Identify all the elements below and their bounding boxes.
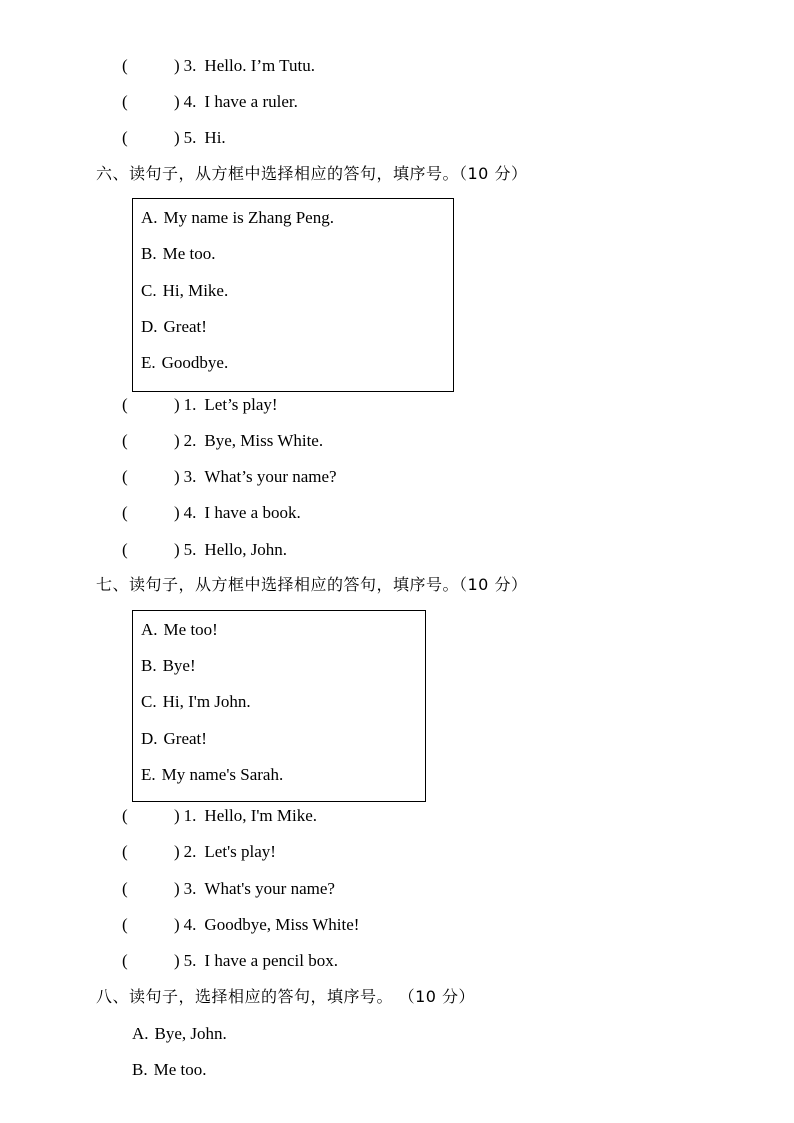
option-text: My name is Zhang Peng. [163,208,334,227]
answer-paren-open[interactable]: ( [122,951,128,970]
answer-paren-open[interactable]: ( [122,842,128,861]
question-text: Let's play! [204,842,276,861]
question-text: What's your name? [204,879,335,898]
option-item [141,281,228,301]
answer-paren-open[interactable]: ( [122,128,128,147]
answer-paren-close: ) [174,842,180,861]
option-label: C. [141,281,157,300]
question-row [122,503,301,523]
option-label: A. [141,208,158,227]
section-8-heading: 八、读句子，选择相应的答句，填序号。 （10 分） [96,987,476,1006]
question-number: 5. [183,540,197,559]
answer-paren-close: ) [174,879,180,898]
question-text: I have a ruler. [204,92,298,111]
option-text: Bye! [162,656,196,675]
answer-paren-open[interactable]: ( [122,503,128,522]
answer-paren-open[interactable]: ( [122,915,128,934]
question-row [122,431,323,451]
question-text: I have a book. [204,503,301,522]
option-item [132,1024,227,1044]
option-label: D. [141,317,158,336]
question-number: 3. [183,879,197,898]
question-row [122,806,317,826]
option-text: Me too! [163,620,218,639]
option-label: E. [141,353,156,372]
option-text: Goodbye. [161,353,229,372]
question-row [122,842,276,862]
option-label: C. [141,692,157,711]
option-item [141,244,215,264]
answer-paren-close: ) [174,395,180,414]
section-6-options-box [132,198,454,392]
question-text: Goodbye, Miss White! [204,915,360,934]
question-number: 3. [183,467,197,486]
answer-paren-open[interactable]: ( [122,540,128,559]
question-number: 3. [183,56,197,75]
question-row [122,879,335,899]
answer-paren-open[interactable]: ( [122,806,128,825]
question-number: 4. [183,915,197,934]
answer-paren-close: ) [174,951,180,970]
section-6-heading: 六、读句子，从方框中选择相应的答句，填序号。（10 分） [96,164,528,183]
question-row [122,56,315,76]
option-text: Me too. [162,244,216,263]
answer-paren-close: ) [174,128,180,147]
question-row [122,467,337,487]
answer-paren-close: ) [174,56,180,75]
section-7-options-box [132,610,426,802]
answer-paren-open[interactable]: ( [122,431,128,450]
question-text: What’s your name? [204,467,337,486]
answer-paren-open[interactable]: ( [122,395,128,414]
option-item [141,208,334,228]
option-label: A. [132,1024,149,1043]
option-item [141,765,283,785]
answer-paren-close: ) [174,467,180,486]
answer-paren-open[interactable]: ( [122,879,128,898]
question-text: Bye, Miss White. [204,431,324,450]
option-item [141,692,251,712]
question-row [122,915,359,935]
option-item [141,353,228,373]
option-item [141,620,218,640]
answer-paren-open[interactable]: ( [122,56,128,75]
question-row [122,395,278,415]
section-7-heading: 七、读句子，从方框中选择相应的答句，填序号。（10 分） [96,575,528,594]
question-row [122,92,298,112]
option-item [141,317,207,337]
option-label: D. [141,729,158,748]
option-text: Great! [163,729,207,748]
question-text: Hello, John. [204,540,288,559]
question-number: 1. [183,395,197,414]
answer-paren-close: ) [174,431,180,450]
option-text: Me too. [153,1060,207,1079]
option-label: A. [141,620,158,639]
answer-paren-open[interactable]: ( [122,92,128,111]
question-text: I have a pencil box. [204,951,339,970]
answer-paren-close: ) [174,503,180,522]
option-text: Bye, John. [154,1024,227,1043]
option-item [141,729,207,749]
question-number: 2. [183,431,197,450]
question-number: 2. [183,842,197,861]
answer-paren-close: ) [174,806,180,825]
answer-paren-close: ) [174,92,180,111]
option-item [132,1060,206,1080]
option-label: B. [141,244,157,263]
option-text: Hi, Mike. [162,281,229,300]
question-text: Let’s play! [204,395,278,414]
question-text: Hello, I'm Mike. [204,806,318,825]
question-number: 4. [183,503,197,522]
question-number: 4. [183,92,197,111]
option-text: Great! [163,317,207,336]
answer-paren-close: ) [174,915,180,934]
answer-paren-open[interactable]: ( [122,467,128,486]
option-label: B. [132,1060,148,1079]
option-label: E. [141,765,156,784]
question-number: 5. [183,951,197,970]
question-number: 5. [183,128,197,147]
question-text: Hello. I’m Tutu. [204,56,315,75]
option-text: My name's Sarah. [161,765,284,784]
question-row [122,540,287,560]
question-row [122,128,226,148]
answer-paren-close: ) [174,540,180,559]
question-text: Hi. [204,128,226,147]
option-item [141,656,196,676]
option-text: Hi, I'm John. [162,692,251,711]
option-label: B. [141,656,157,675]
question-row [122,951,338,971]
question-number: 1. [183,806,197,825]
